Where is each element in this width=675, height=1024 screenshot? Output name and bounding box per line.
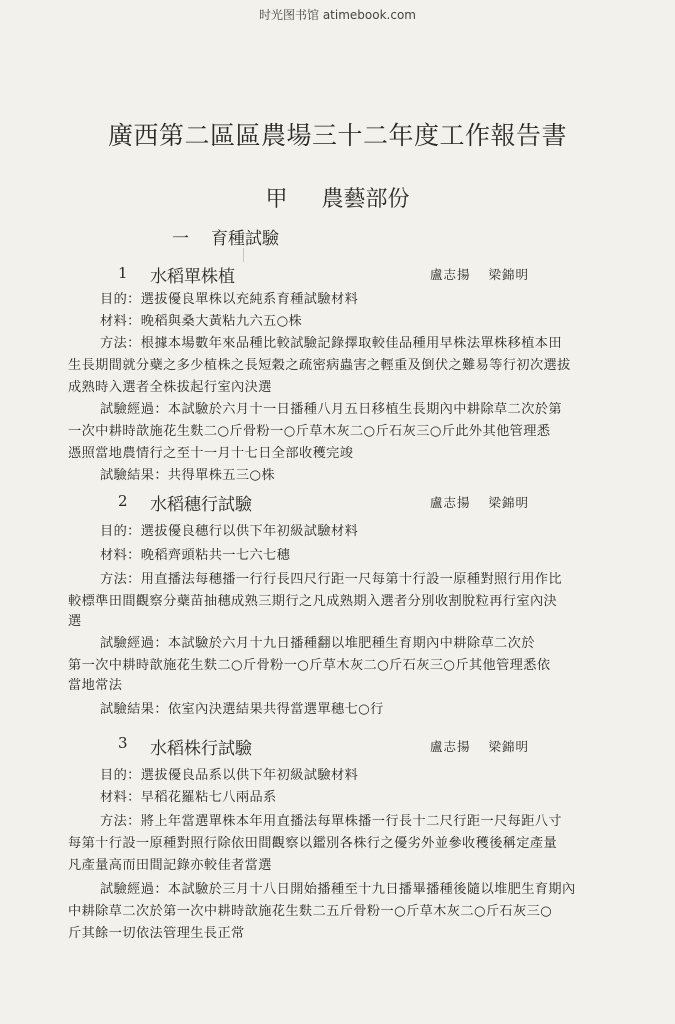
experiment-name: 水稻穗行試驗 bbox=[150, 495, 252, 515]
text-line: 試驗經過：本試驗於六月十九日播種翻以堆肥種生育期內中耕除草二次於 bbox=[100, 636, 535, 651]
watermark: 时光图书馆 atimebook.com bbox=[259, 8, 416, 22]
part-name: 農藝部份 bbox=[321, 187, 410, 212]
section-number: 一 bbox=[172, 229, 189, 249]
text-line: 目的：選拔優良品系以供下年初級試驗材料 bbox=[100, 768, 359, 783]
text-line: 試驗結果：依室內決選結果共得當選單穗七○行 bbox=[100, 702, 384, 717]
author: 盧志揚 bbox=[430, 267, 471, 282]
scan-mark bbox=[243, 248, 244, 262]
experiment-name: 水稻單株植 bbox=[150, 267, 235, 287]
text-line: 每第十行設一原種對照行除依田間觀察以鑑別各株行之優劣外並參收穫後稱定產量 bbox=[68, 836, 558, 851]
text-line: 試驗經過：本試驗於三月十八日開始播種至十九日播畢播種後隨以堆肥生育期內 bbox=[100, 882, 576, 897]
experiment-heading bbox=[0, 734, 675, 760]
text-line: 凡產量高而田間記錄亦較佳者當選 bbox=[68, 858, 272, 873]
experiment-number: 3 bbox=[118, 734, 128, 752]
experiment-name: 水稻株行試驗 bbox=[150, 739, 252, 759]
text-line: 方法：將上年當選單株本年用直播法每單株播一行長十二尺行距一尺每距八寸 bbox=[100, 814, 562, 829]
text-line: 材料：早稻花羅粘七八兩品系 bbox=[100, 790, 277, 805]
author: 梁錦明 bbox=[488, 267, 530, 282]
author: 盧志揚 bbox=[430, 495, 471, 510]
section-name: 育種試驗 bbox=[211, 229, 279, 249]
experiment-authors bbox=[430, 265, 529, 283]
experiment-authors bbox=[430, 737, 529, 755]
author: 盧志揚 bbox=[430, 739, 471, 754]
experiment-number: 2 bbox=[118, 492, 128, 510]
text-line: 當地常法 bbox=[68, 678, 123, 693]
text-line: 方法：用直播法每穗播一行行長四尺行距一尺每第十行設一原種對照行用作比 bbox=[100, 572, 562, 587]
experiment-heading bbox=[0, 262, 675, 288]
text-line: 試驗結果：共得單株五三○株 bbox=[100, 468, 275, 483]
text-line: 成熟時入選者全株拔起行室內決選 bbox=[68, 380, 272, 395]
text-line: 選 bbox=[68, 614, 82, 629]
author: 梁錦明 bbox=[488, 739, 530, 754]
text-line: 斤其餘一切依法管理生長正常 bbox=[68, 926, 245, 941]
text-line: 生長期間就分蘗之多少植株之長短穀之疏密病蟲害之輕重及倒伏之難易等行初次選拔 bbox=[68, 358, 571, 373]
experiment-authors bbox=[430, 493, 529, 511]
text-line: 中耕除草二次於第一次中耕時歆施花生麩二五斤骨粉一○斤草木灰二○斤石灰三○ bbox=[68, 904, 553, 919]
experiment-number: 1 bbox=[118, 264, 128, 282]
part-label: 甲 bbox=[265, 187, 288, 212]
text-line: 目的：選拔優良單株以充純系育種試驗材料 bbox=[100, 292, 359, 307]
text-line: 材料：晚稻齊頭粘共一七六七穗 bbox=[100, 548, 291, 563]
text-line: 試驗經過：本試驗於六月十一日播種八月五日移植生長期內中耕除草二次於第 bbox=[100, 402, 562, 417]
text-line: 目的：選拔優良穗行以供下年初級試驗材料 bbox=[100, 524, 359, 539]
text-line: 憑照當地農情行之至十一月十七日全部收穫完竣 bbox=[68, 446, 354, 461]
text-line: 第一次中耕時歆施花生麩二○斤骨粉一○斤草木灰二○斤石灰三○斤其他管理悉依 bbox=[68, 658, 551, 673]
text-line: 較標準田間觀察分蘗苗抽穗成熟三期行之凡成熟期入選者分別收割脫粒再行室內決 bbox=[68, 594, 558, 609]
text-line: 方法：根據本場數年來品種比較試驗記錄擇取較佳品種用早株法單株移植本田 bbox=[100, 336, 562, 351]
report-title: 廣西第二區區農場三十二年度工作報告書 bbox=[107, 121, 567, 150]
text-line: 材料：晚稻與桑大黃粘九六五○株 bbox=[100, 314, 303, 329]
text-line: 一次中耕時歆施花生麩二○斤骨粉一○斤草木灰二○斤石灰三○斤此外其他管理悉 bbox=[68, 424, 551, 439]
author: 梁錦明 bbox=[488, 495, 530, 510]
part-heading bbox=[0, 182, 675, 213]
section-heading bbox=[172, 224, 279, 249]
experiment-heading bbox=[0, 490, 675, 516]
